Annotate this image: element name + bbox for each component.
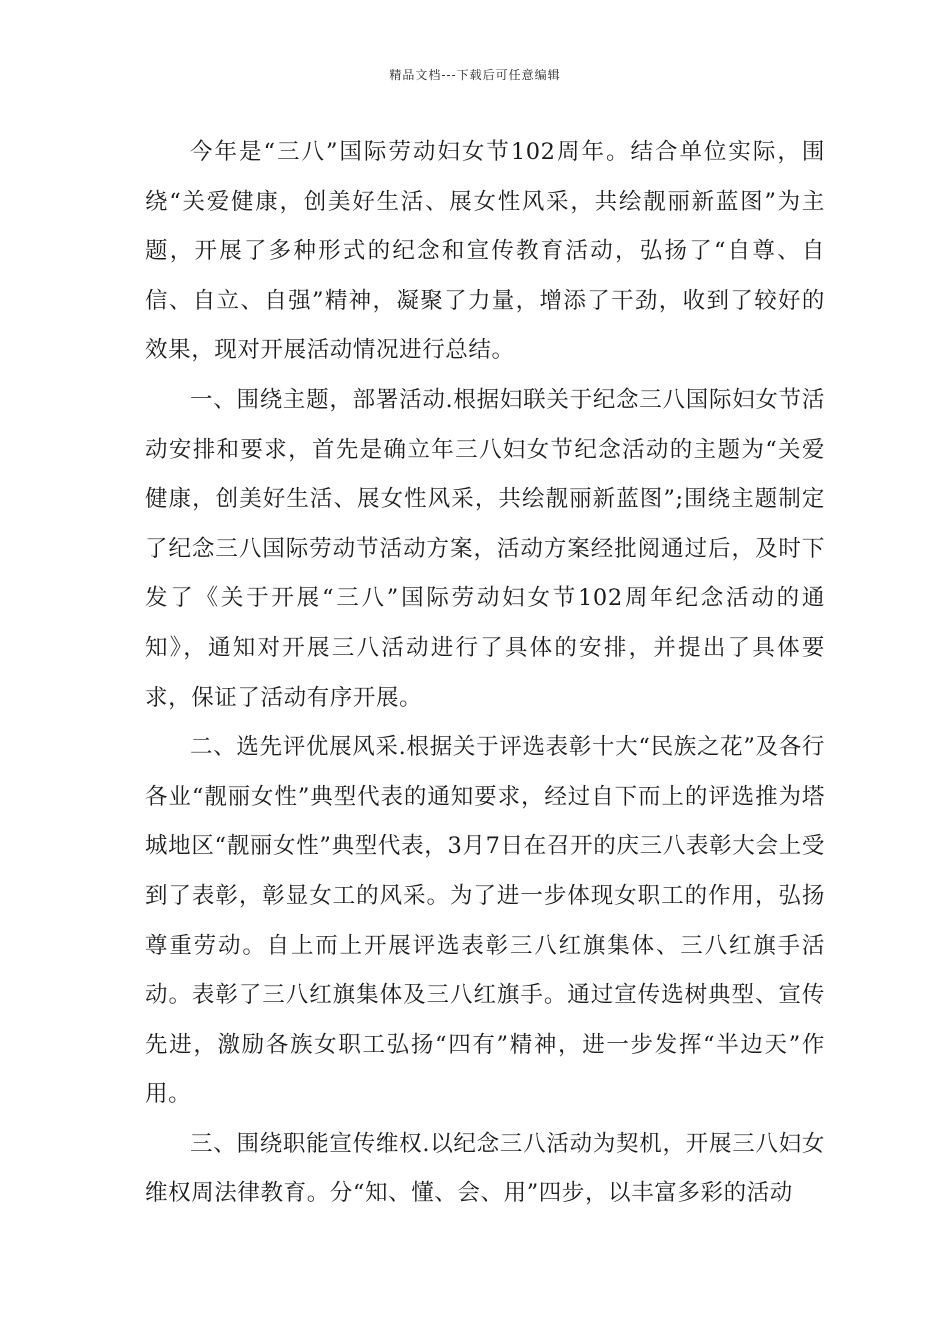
paragraph-section-1: 一、围绕主题，部署活动.根据妇联关于纪念三八国际妇女节活动安排和要求，首先是确立年三八妇女节纪念活动的主题为“关爱健康，创美好生活、展女性风采，共绘靓丽新蓝图”;围绕主题制定了纪念三八国际劳动节活动方案，活动方案经批阅通过后，及时下发了《关于开展“三八”国际劳动妇女节102周年纪念活动的通知》，通知对开展三八活动进行了具体的安排，并提出了具体要求，保证了活动有序开展。 [145, 386, 825, 711]
document-body [145, 128, 825, 1219]
paragraph-section-2: 二、选先评优展风采.根据关于评选表彰十大“民族之花”及各行各业“靓丽女性”典型代表的通知要求，经过自下而上的评选推为塔城地区“靓丽女性”典型代表，3月7日在召开的庆三八表彰大会上受到了表彰，彰显女工的风采。为了进一步体现女职工的作用，弘扬尊重劳动。自上而上开展评选表彰三八红旗集体、三八红旗手活动。表彰了三八红旗集体及三八红旗手。通过宣传选树典型、宣传先进，激励各族女职工弘扬“四有”精神，进一步发挥“半边天”作用。 [145, 734, 825, 1108]
paragraph-intro: 今年是“三八”国际劳动妇女节102周年。结合单位实际，围绕“关爱健康，创美好生活、展女性风采，共绘靓丽新蓝图”为主题，开展了多种形式的纪念和宣传教育活动，弘扬了“自尊、自信、自立、自强”精神，凝聚了力量，增添了干劲，收到了较好的效果，现对开展活动情况进行总结。 [145, 139, 825, 364]
header-note: 精品文档---下载后可任意编辑 [389, 68, 561, 82]
paragraph-section-3: 三、围绕职能宣传维权.以纪念三八活动为契机，开展三八妇女维权周法律教育。分“知、懂、会、用”四步，以丰富多彩的活动 [145, 1130, 825, 1207]
